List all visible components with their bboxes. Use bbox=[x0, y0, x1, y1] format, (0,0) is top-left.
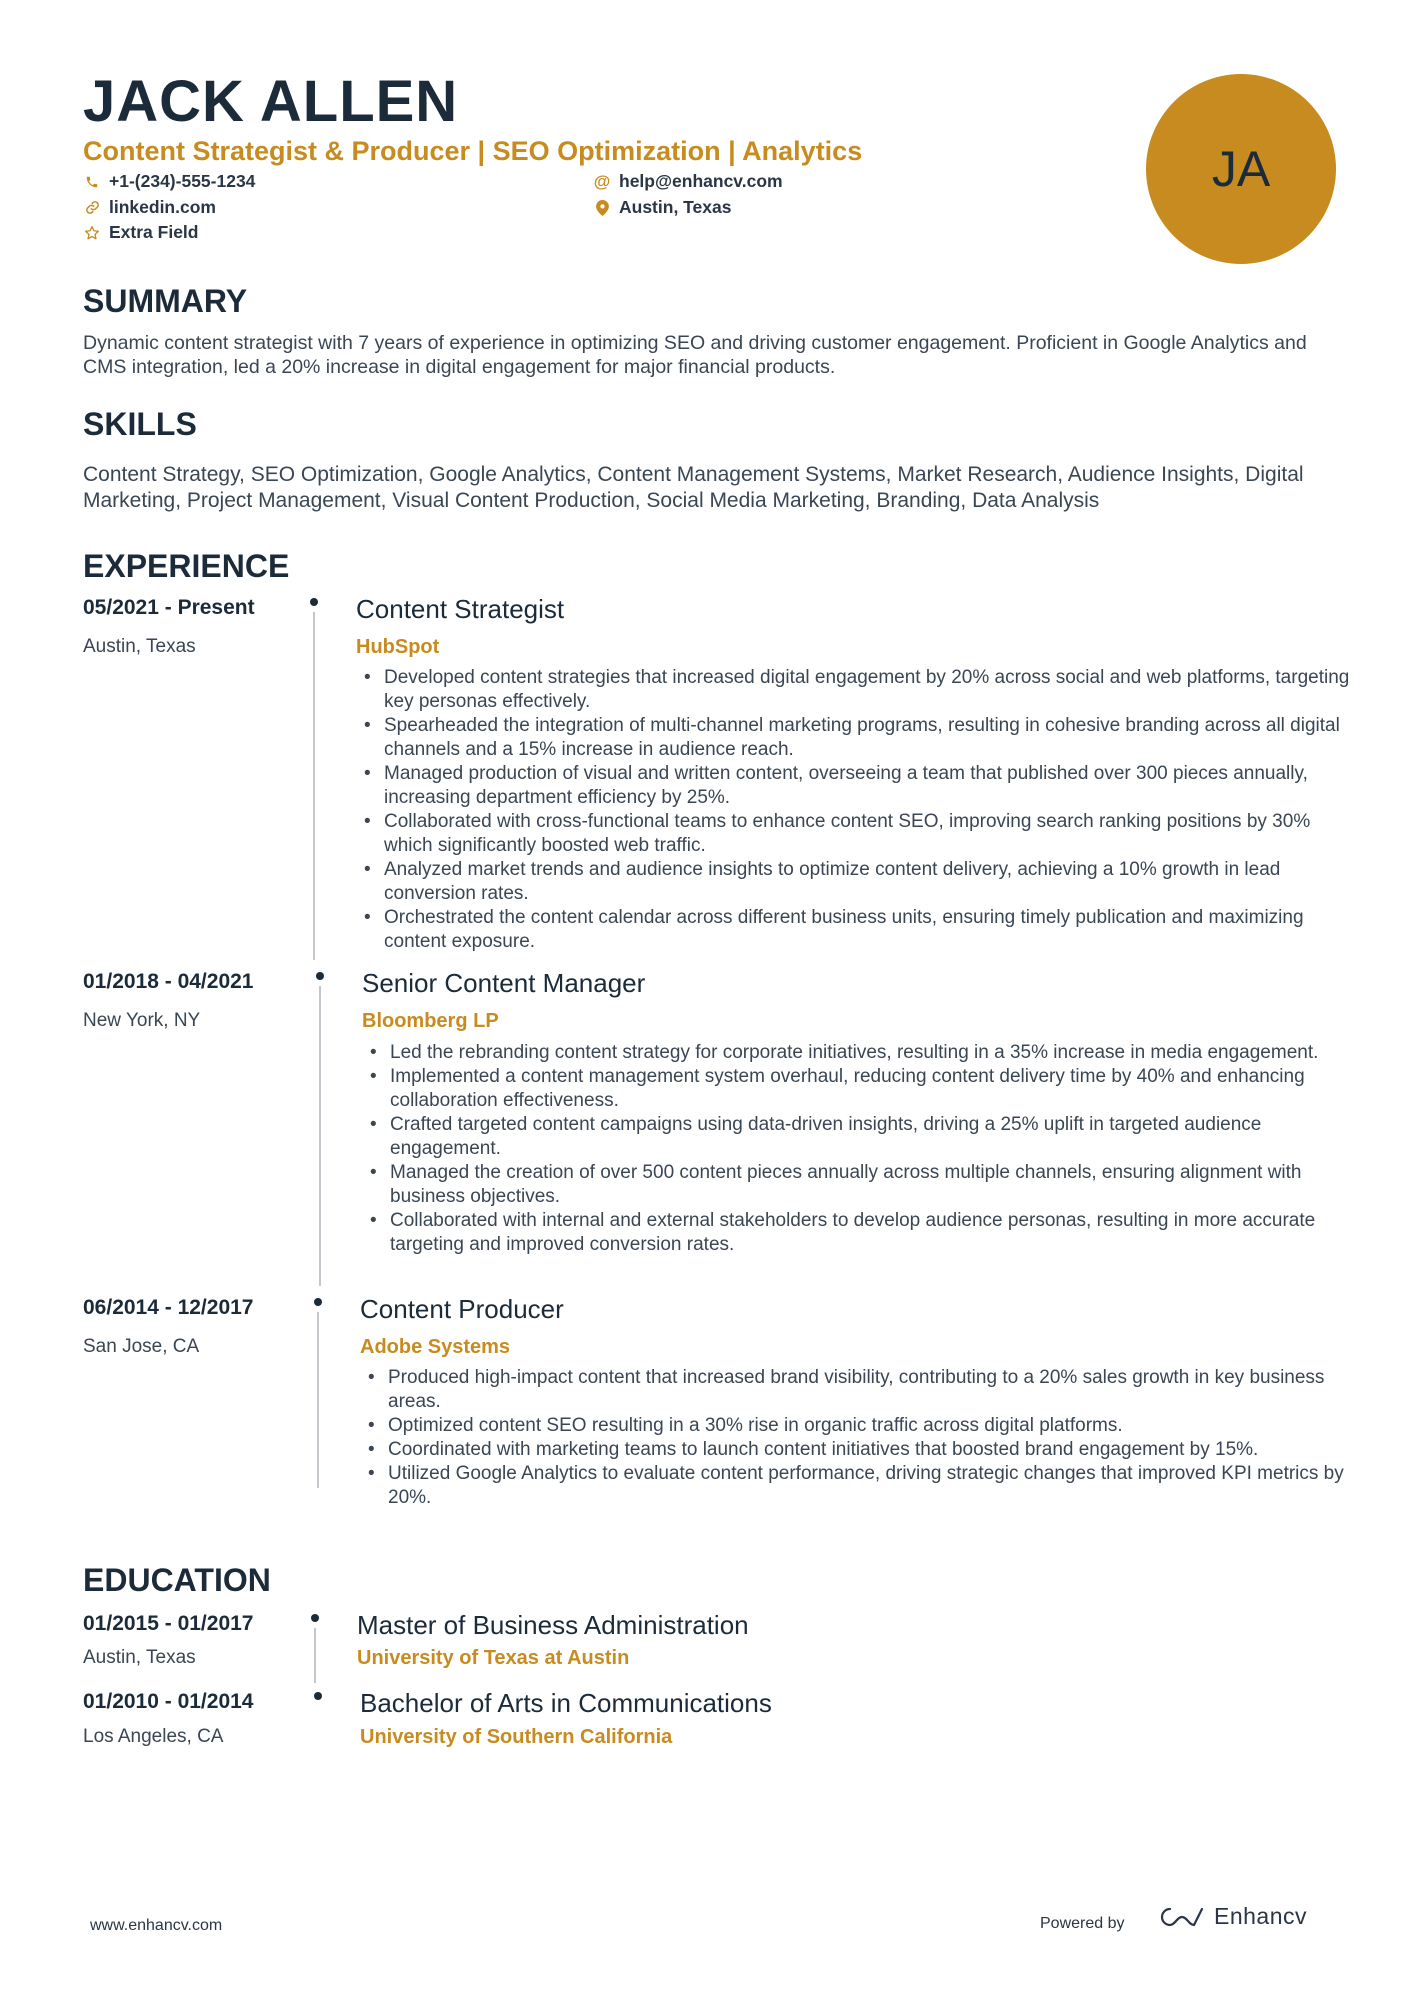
list-item: • Managed the creation of over 500 content pieces annually across multiple channels, ensuring alignment with business objectives. bbox=[390, 1161, 1365, 1209]
timeline-dot bbox=[314, 1692, 322, 1700]
job-role: Content Strategist bbox=[356, 594, 565, 624]
location-text: Austin, Texas bbox=[619, 197, 732, 217]
phone-text: +1-(234)-555-1234 bbox=[109, 171, 256, 191]
education-title: EDUCATION bbox=[83, 1562, 271, 1598]
timeline-line bbox=[313, 612, 315, 960]
experience-title: EXPERIENCE bbox=[83, 548, 290, 584]
extra-field-contact bbox=[83, 222, 198, 243]
avatar bbox=[1146, 74, 1336, 264]
email-contact[interactable] bbox=[593, 171, 783, 192]
timeline-dot bbox=[311, 1614, 319, 1622]
timeline-dot bbox=[314, 1298, 322, 1306]
school-name: University of Texas at Austin bbox=[357, 1647, 630, 1669]
list-item: • Analyzed market trends and audience insights to optimize content delivery, achieving a 10% growth in lead conversion rates. bbox=[384, 858, 1364, 906]
headline: Content Strategist & Producer | SEO Optimization | Analytics bbox=[83, 136, 863, 166]
linkedin-contact[interactable] bbox=[83, 197, 216, 218]
list-item: • Collaborated with cross-functional teams to enhance content SEO, improving search ranking positions by 30% which significantly boosted web traffic. bbox=[384, 810, 1364, 858]
summary-title: SUMMARY bbox=[83, 283, 248, 319]
education-dates: 01/2010 - 01/2014 bbox=[83, 1690, 254, 1713]
powered-by-label: Powered by bbox=[1040, 1915, 1125, 1932]
list-item: • Implemented a content management system overhaul, reducing content delivery time by 40% and enhancing collaboration effectiveness. bbox=[390, 1065, 1365, 1113]
list-item: • Led the rebranding content strategy for corporate initiatives, resulting in a 35% increase in media engagement. bbox=[390, 1041, 1365, 1065]
list-item: • Produced high-impact content that increased brand visibility, contributing to a 20% sales growth in key business areas. bbox=[388, 1366, 1363, 1414]
skills-title: SKILLS bbox=[83, 406, 197, 442]
degree-title: Master of Business Administration bbox=[357, 1610, 749, 1640]
enhancv-logo-icon bbox=[1158, 1905, 1206, 1929]
at-sign-icon: @ bbox=[593, 171, 611, 191]
avatar-initials: JA bbox=[1211, 141, 1271, 197]
enhancv-brand-text: Enhancv bbox=[1214, 1903, 1308, 1929]
timeline-line bbox=[314, 1628, 316, 1683]
list-item: • Optimized content SEO resulting in a 30% rise in organic traffic across digital platforms. bbox=[388, 1414, 1363, 1438]
timeline-dot bbox=[316, 972, 324, 980]
list-item: • Coordinated with marketing teams to launch content initiatives that boosted brand engagement by 15%. bbox=[388, 1438, 1363, 1462]
list-item: • Managed production of visual and written content, overseeing a team that published over 300 pieces annually, increasing department efficiency by 25%. bbox=[384, 762, 1364, 810]
star-icon bbox=[83, 224, 101, 242]
phone-icon bbox=[83, 173, 101, 191]
list-item: • Collaborated with internal and external stakeholders to develop audience personas, resulting in more accurate targeting and improved conversion rates. bbox=[390, 1209, 1365, 1257]
skills-text: Content Strategy, SEO Optimization, Google Analytics, Content Management Systems, Market Research, Audience Insights, Digital Marketing, Project Management, Visual Content Production, Social Media Marketing, Branding, Data Analysis bbox=[83, 463, 1304, 512]
location-contact bbox=[593, 197, 732, 218]
summary-text: Dynamic content strategist with 7 years of experience in optimizing SEO and driving customer engagement. Proficient in Google Analytics and CMS integration, led a 20% increase in digital engagement for major financial products. bbox=[83, 332, 1307, 378]
list-item: • Developed content strategies that increased digital engagement by 20% across social and web platforms, targeting key personas effectively. bbox=[384, 666, 1364, 714]
job-location: New York, NY bbox=[83, 1010, 201, 1031]
school-name: University of Southern California bbox=[360, 1726, 673, 1748]
footer-url[interactable]: www.enhancv.com bbox=[90, 1917, 223, 1934]
job-location: Austin, Texas bbox=[83, 636, 196, 657]
job-role: Senior Content Manager bbox=[362, 968, 646, 998]
degree-title: Bachelor of Arts in Communications bbox=[360, 1688, 772, 1718]
job-role: Content Producer bbox=[360, 1294, 564, 1324]
job-bullets bbox=[360, 1366, 1363, 1510]
job-company: HubSpot bbox=[356, 636, 440, 658]
job-bullets bbox=[356, 666, 1364, 954]
job-dates: 06/2014 - 12/2017 bbox=[83, 1296, 254, 1319]
timeline-line bbox=[319, 986, 321, 1286]
enhancv-logo[interactable] bbox=[1158, 1903, 1307, 1930]
list-item: • Spearheaded the integration of multi-channel marketing programs, resulting in cohesive branding across all digital channels and a 15% increase in audience reach. bbox=[384, 714, 1364, 762]
linkedin-text[interactable]: linkedin.com bbox=[109, 197, 216, 217]
list-item: • Orchestrated the content calendar across different business units, ensuring timely publication and maximizing content exposure. bbox=[384, 906, 1364, 954]
timeline-line bbox=[317, 1312, 319, 1488]
email-text[interactable]: help@enhancv.com bbox=[619, 171, 783, 191]
job-dates: 05/2021 - Present bbox=[83, 596, 255, 619]
list-item: • Crafted targeted content campaigns using data-driven insights, driving a 25% uplift in targeted audience engagement. bbox=[390, 1113, 1365, 1161]
list-item: • Utilized Google Analytics to evaluate content performance, driving strategic changes that improved KPI metrics by 20%. bbox=[388, 1462, 1363, 1510]
education-dates: 01/2015 - 01/2017 bbox=[83, 1612, 254, 1635]
job-company: Bloomberg LP bbox=[362, 1010, 499, 1032]
phone-contact bbox=[83, 171, 255, 192]
extra-field-text: Extra Field bbox=[109, 222, 199, 242]
job-bullets bbox=[362, 1041, 1365, 1257]
candidate-name: JACK ALLEN bbox=[83, 69, 459, 134]
timeline-dot bbox=[310, 598, 318, 606]
job-company: Adobe Systems bbox=[360, 1336, 511, 1358]
education-location: Austin, Texas bbox=[83, 1647, 196, 1668]
education-location: Los Angeles, CA bbox=[83, 1726, 224, 1747]
job-location: San Jose, CA bbox=[83, 1336, 200, 1357]
map-pin-icon bbox=[593, 199, 611, 217]
job-dates: 01/2018 - 04/2021 bbox=[83, 970, 254, 993]
link-icon bbox=[83, 199, 101, 217]
